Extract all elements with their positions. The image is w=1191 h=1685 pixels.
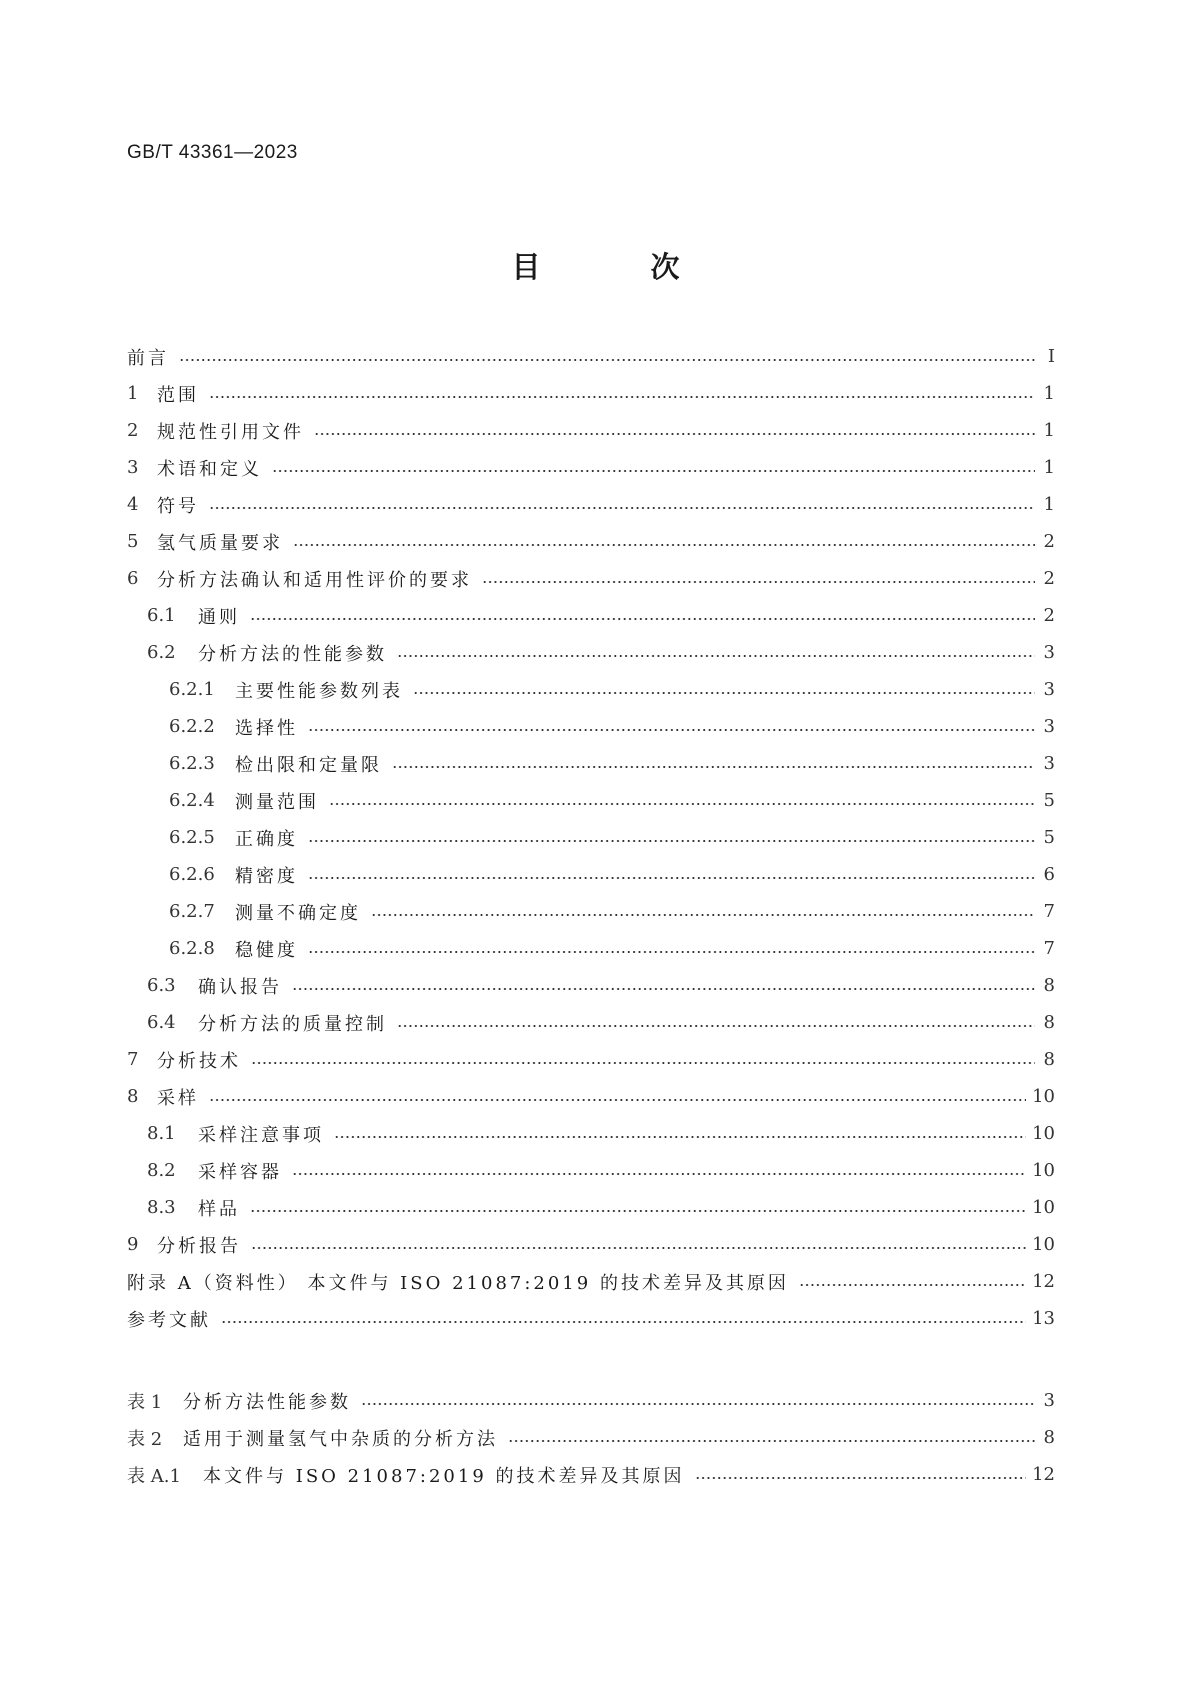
entry-number: 6.2: [147, 642, 176, 663]
dot-leader: [179, 348, 1035, 366]
entry-number: 6.1: [147, 605, 176, 626]
entry-title: 范围: [157, 384, 199, 406]
entry-title: 样品: [198, 1198, 240, 1220]
dot-leader: [209, 496, 1035, 514]
entry-title: 正确度: [235, 828, 298, 850]
entry-page-number: 3: [1043, 679, 1055, 700]
toc-entry[interactable]: [127, 1152, 1055, 1189]
entry-number: 6.4: [147, 1012, 176, 1033]
entry-number: 8.3: [147, 1197, 176, 1218]
entry-number: 6: [127, 568, 139, 589]
toc-entry[interactable]: [127, 671, 1055, 708]
entry-title: 精密度: [235, 865, 298, 887]
entry-page-number: 3: [1043, 716, 1055, 737]
dot-leader: [308, 866, 1035, 884]
entry-number: 6.2.5: [169, 827, 215, 848]
table-entry[interactable]: [127, 1419, 1055, 1456]
toc-entry[interactable]: [127, 1263, 1055, 1300]
entry-number: 6.2.6: [169, 864, 215, 885]
entry-number: 表 1: [127, 1391, 163, 1413]
entry-number: 表 A.1: [127, 1465, 181, 1487]
dot-leader: [308, 718, 1035, 736]
toc-entry[interactable]: [127, 375, 1055, 412]
entry-title: 分析方法确认和适用性评价的要求: [157, 569, 472, 591]
entry-page-number: 1: [1043, 420, 1055, 441]
entry-title: 采样注意事项: [198, 1124, 324, 1146]
toc-entry[interactable]: [127, 1115, 1055, 1152]
entry-page-number: 7: [1043, 938, 1055, 959]
toc-entry[interactable]: [127, 412, 1055, 449]
entry-title: 测量范围: [235, 791, 319, 813]
dot-leader: [209, 385, 1035, 403]
dot-leader: [308, 829, 1035, 847]
entry-title: 前言: [127, 347, 169, 369]
entry-page-number: 10: [1032, 1197, 1055, 1218]
table-entry[interactable]: [127, 1456, 1055, 1493]
toc-entry[interactable]: [127, 782, 1055, 819]
toc-entry[interactable]: [127, 967, 1055, 1004]
toc-entry[interactable]: [127, 930, 1055, 967]
toc-entry[interactable]: [127, 486, 1055, 523]
toc-entry[interactable]: [127, 449, 1055, 486]
toc-entry[interactable]: [127, 819, 1055, 856]
entry-title: 分析方法的质量控制: [198, 1013, 387, 1035]
dot-leader: [397, 644, 1035, 662]
entry-page-number: Ⅰ: [1047, 346, 1055, 367]
entry-number: 6.2.1: [169, 679, 215, 700]
dot-leader: [334, 1125, 1026, 1143]
entry-title: 检出限和定量限: [235, 754, 382, 776]
entry-page-number: 12: [1032, 1271, 1055, 1292]
document-code: GB/T 43361—2023: [127, 142, 298, 163]
entry-page-number: 5: [1043, 827, 1055, 848]
entry-number: 8: [127, 1086, 139, 1107]
entry-number: 5: [127, 531, 139, 552]
entry-number: 6.2.2: [169, 716, 215, 737]
dot-leader: [293, 533, 1035, 551]
entry-number: 6.2.8: [169, 938, 215, 959]
entry-number: 6.3: [147, 975, 176, 996]
entry-title: 参考文献: [127, 1309, 211, 1331]
dot-leader: [250, 1199, 1026, 1217]
dot-leader: [397, 1014, 1035, 1032]
dot-leader: [272, 459, 1035, 477]
toc-entry[interactable]: [127, 1004, 1055, 1041]
entry-number: 9: [127, 1234, 139, 1255]
entry-page-number: 8: [1043, 975, 1055, 996]
toc-entry[interactable]: [127, 1226, 1055, 1263]
entry-page-number: 10: [1032, 1160, 1055, 1181]
toc-entry[interactable]: [127, 597, 1055, 634]
entry-page-number: 1: [1043, 494, 1055, 515]
dot-leader: [799, 1273, 1026, 1291]
dot-leader: [508, 1429, 1035, 1447]
dot-leader: [308, 940, 1035, 958]
toc-entry[interactable]: [127, 708, 1055, 745]
entry-title: 符号: [157, 495, 199, 517]
entry-page-number: 3: [1043, 753, 1055, 774]
entry-page-number: 8: [1043, 1049, 1055, 1070]
entry-page-number: 8: [1043, 1427, 1055, 1448]
entry-title: 确认报告: [198, 976, 282, 998]
entry-page-number: 1: [1043, 383, 1055, 404]
toc-list: [127, 338, 1055, 1337]
entry-page-number: 7: [1043, 901, 1055, 922]
entry-title: 主要性能参数列表: [235, 680, 403, 702]
entry-page-number: 10: [1032, 1234, 1055, 1255]
entry-title: 适用于测量氢气中杂质的分析方法: [183, 1428, 498, 1450]
entry-page-number: 12: [1032, 1464, 1055, 1485]
dot-leader: [251, 1051, 1035, 1069]
dot-leader: [695, 1466, 1027, 1484]
dot-leader: [392, 755, 1035, 773]
entry-number: 7: [127, 1049, 139, 1070]
tables-list: [127, 1382, 1055, 1493]
toc-entry[interactable]: [127, 1189, 1055, 1226]
dot-leader: [292, 977, 1035, 995]
toc-entry[interactable]: [127, 338, 1055, 375]
entry-number: 3: [127, 457, 139, 478]
entry-number: 8.2: [147, 1160, 176, 1181]
entry-number: 1: [127, 383, 139, 404]
dot-leader: [292, 1162, 1026, 1180]
entry-title: 分析方法的性能参数: [198, 643, 387, 665]
entry-title: 测量不确定度: [235, 902, 361, 924]
toc-entry[interactable]: [127, 893, 1055, 930]
entry-page-number: 13: [1032, 1308, 1055, 1329]
dot-leader: [250, 607, 1035, 625]
toc-entry[interactable]: [127, 1041, 1055, 1078]
toc-entry[interactable]: [127, 523, 1055, 560]
entry-number: 4: [127, 494, 139, 515]
entry-page-number: 10: [1032, 1123, 1055, 1144]
entry-title: 通则: [198, 606, 240, 628]
entry-title: 规范性引用文件: [157, 421, 304, 443]
entry-page-number: 6: [1043, 864, 1055, 885]
entry-title: 本文件与 ISO 21087:2019 的技术差异及其原因: [203, 1465, 685, 1487]
dot-leader: [361, 1392, 1035, 1410]
dot-leader: [221, 1310, 1026, 1328]
entry-page-number: 2: [1043, 531, 1055, 552]
toc-entry[interactable]: [127, 856, 1055, 893]
entry-number: 表 2: [127, 1428, 163, 1450]
entry-page-number: 2: [1043, 568, 1055, 589]
entry-page-number: 8: [1043, 1012, 1055, 1033]
entry-page-number: 3: [1043, 1390, 1055, 1411]
table-entry[interactable]: [127, 1382, 1055, 1419]
entry-page-number: 1: [1043, 457, 1055, 478]
table-of-contents: [127, 338, 1055, 1337]
list-of-tables: [127, 1382, 1055, 1493]
dot-leader: [413, 681, 1035, 699]
entry-title: 采样容器: [198, 1161, 282, 1183]
dot-leader: [482, 570, 1035, 588]
entry-title: 附录 A（资料性） 本文件与 ISO 21087:2019 的技术差异及其原因: [127, 1272, 789, 1294]
entry-number: 6.2.7: [169, 901, 215, 922]
toc-entry[interactable]: [127, 1300, 1055, 1337]
entry-title: 稳健度: [235, 939, 298, 961]
toc-entry[interactable]: [127, 634, 1055, 671]
dot-leader: [329, 792, 1035, 810]
toc-entry[interactable]: [127, 560, 1055, 597]
entry-title: 分析方法性能参数: [183, 1391, 351, 1413]
entry-page-number: 10: [1032, 1086, 1055, 1107]
entry-title: 术语和定义: [157, 458, 262, 480]
toc-entry[interactable]: [127, 1078, 1055, 1115]
entry-page-number: 3: [1043, 642, 1055, 663]
entry-title: 氢气质量要求: [157, 532, 283, 554]
entry-title: 分析技术: [157, 1050, 241, 1072]
page-title: 目 次: [511, 250, 730, 284]
entry-number: 2: [127, 420, 139, 441]
dot-leader: [371, 903, 1035, 921]
toc-entry[interactable]: [127, 745, 1055, 782]
entry-title: 分析报告: [157, 1235, 241, 1257]
dot-leader: [314, 422, 1035, 440]
entry-page-number: 5: [1043, 790, 1055, 811]
entry-number: 6.2.4: [169, 790, 215, 811]
entry-page-number: 2: [1043, 605, 1055, 626]
entry-number: 6.2.3: [169, 753, 215, 774]
dot-leader: [251, 1236, 1026, 1254]
entry-number: 8.1: [147, 1123, 176, 1144]
entry-title: 采样: [157, 1087, 199, 1109]
entry-title: 选择性: [235, 717, 298, 739]
dot-leader: [209, 1088, 1026, 1106]
